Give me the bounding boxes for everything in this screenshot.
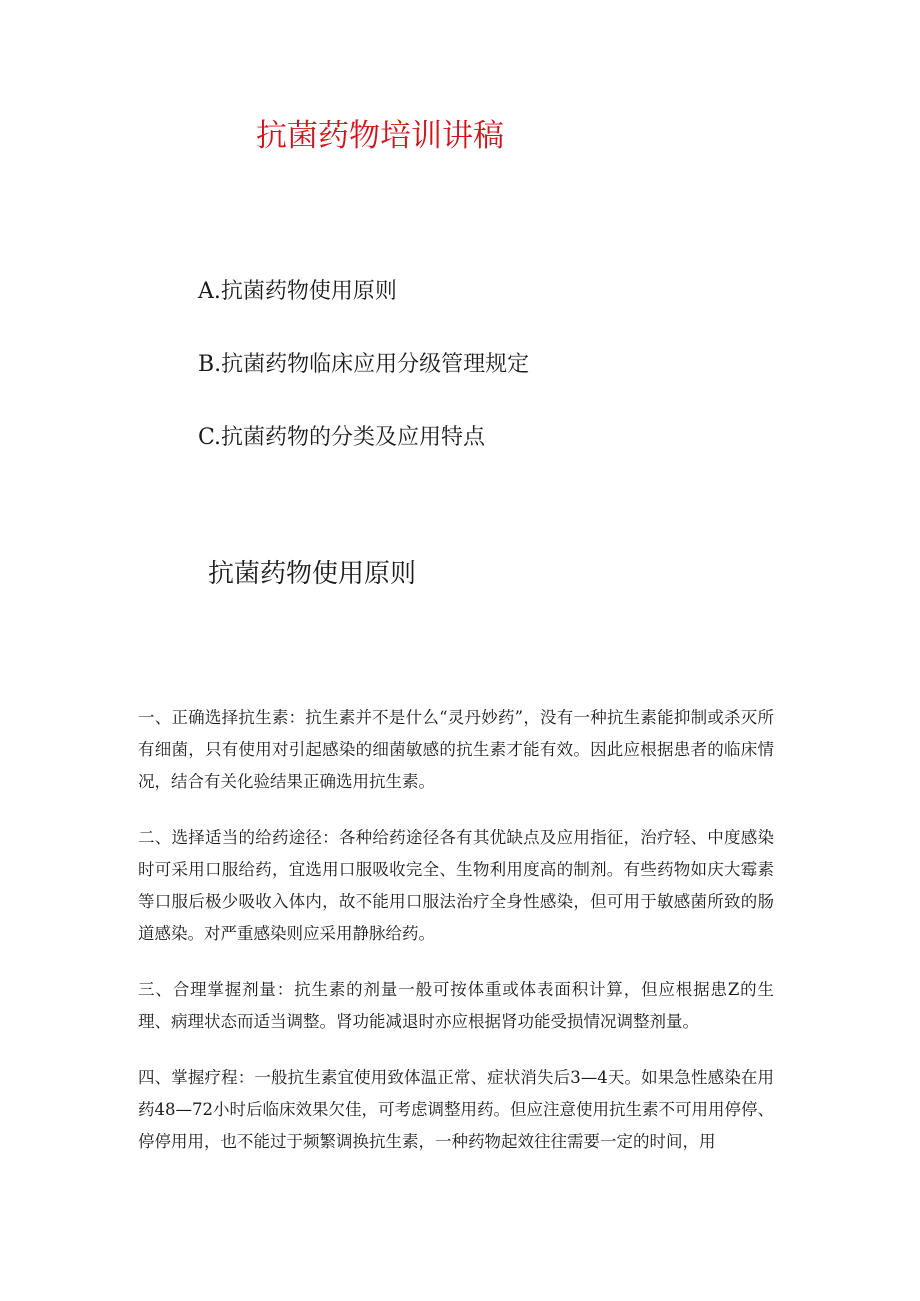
section-heading: 抗菌药物使用原则: [208, 559, 417, 589]
table-of-contents: [198, 274, 529, 493]
paragraph-2: 二、选择适当的给药途径：各种给药途径各有其优缺点及应用指征，治疗轻、中度感染时可采用口服给药，宜选用口服吸收完全、生物利用度高的制剂。有些药物如庆大霉素等口服后极少吸收入体内，故不能用口服法治疗全身性感染，但可用于敏感菌所致的肠道感染。对严重感染则应采用静脉给药。: [138, 828, 774, 943]
toc-item-b: B.抗菌药物临床应用分级管理规定: [198, 352, 530, 377]
toc-item-c: C.抗菌药物的分类及应用特点: [198, 425, 486, 450]
paragraph-3: 三、合理掌握剂量：抗生素的剂量一般可按体重或体表面积计算，但应根据患Z的生理、病理状态而适当调整。肾功能减退时亦应根据肾功能受损情况调整剂量。: [138, 980, 774, 1031]
paragraph-1: 一、正确选择抗生素：抗生素并不是什么“灵丹妙药”，没有一种抗生素能抑制或杀灭所有细菌，只有使用对引起感染的细菌敏感的抗生素才能有效。因此应根据患者的临床情况，结合有关化验结果正确选用抗生素。: [138, 708, 774, 791]
toc-item-a: A.抗菌药物使用原则: [198, 279, 397, 304]
paragraph-4: 四、掌握疗程：一般抗生素宜使用致体温正常、症状消失后3—4天。如果急性感染在用药48—72小时后临床效果欠佳，可考虑调整用药。但应注意使用抗生素不可用用停停、停停用用，也不能过于频繁调换抗生素，一种药物起效往往需要一定的时间，用: [138, 1068, 774, 1151]
document-title: 抗菌药物培训讲稿: [256, 118, 504, 154]
section-body: [138, 702, 774, 1182]
